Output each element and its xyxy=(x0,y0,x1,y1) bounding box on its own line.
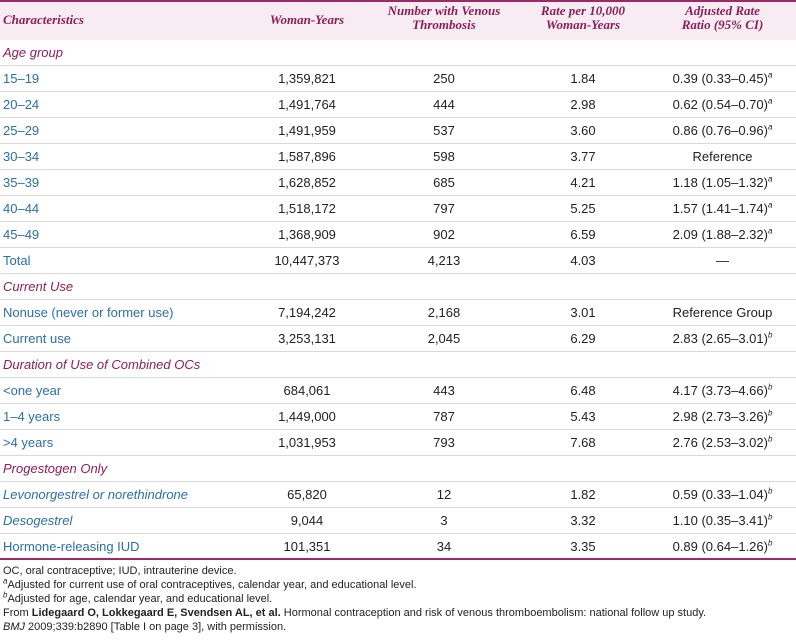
rate-cell xyxy=(520,145,646,169)
row-label-text: Nonuse (never or former use) xyxy=(3,305,174,320)
row-label-text: 30–34 xyxy=(3,149,40,164)
footnote-marker: b xyxy=(767,382,773,392)
rate-ratio-cell xyxy=(652,249,793,273)
table-row xyxy=(0,431,796,456)
rate-cell xyxy=(520,535,646,559)
thrombosis-count-cell xyxy=(374,509,514,533)
rate-cell-text: 3.32 xyxy=(570,513,596,528)
rate-cell xyxy=(520,249,646,273)
thrombosis-count-cell-text: 2,168 xyxy=(427,305,461,320)
row-label xyxy=(3,327,71,351)
thrombosis-count-cell xyxy=(374,301,514,325)
thrombosis-count-cell xyxy=(374,249,514,273)
rate-ratio-cell-text: 0.39 (0.33–0.45) xyxy=(672,71,768,86)
rate-cell-text: 3.77 xyxy=(570,149,596,164)
header-number-line1: Number with Venous xyxy=(387,3,501,18)
table-row xyxy=(0,197,796,222)
woman-years-cell-text: 1,491,764 xyxy=(278,97,336,112)
rate-cell xyxy=(520,509,646,533)
thrombosis-count-cell-text: 4,213 xyxy=(427,253,461,268)
footnote-marker: b xyxy=(767,538,773,548)
rate-cell xyxy=(520,93,646,117)
thrombosis-count-cell xyxy=(374,67,514,91)
woman-years-cell-text: 1,368,909 xyxy=(278,227,336,242)
row-label xyxy=(3,197,39,221)
rate-cell-text: 2.98 xyxy=(570,97,596,112)
woman-years-cell xyxy=(248,93,366,117)
footnote-marker: a xyxy=(767,122,773,132)
footnote-a-mark: a xyxy=(3,576,8,586)
rate-cell xyxy=(520,197,646,221)
row-label-text: 45–49 xyxy=(3,227,40,242)
woman-years-cell xyxy=(248,509,366,533)
rate-cell-text: 1.82 xyxy=(570,487,596,502)
woman-years-cell xyxy=(248,197,366,221)
table-row xyxy=(0,509,796,534)
rate-ratio-cell-text: 0.89 (0.64–1.26) xyxy=(672,539,768,554)
rate-ratio-cell xyxy=(652,327,793,351)
row-label-text: Levonorgestrel or norethindrone xyxy=(3,487,189,502)
section-heading-row xyxy=(0,275,796,300)
thrombosis-count-cell-text: 2,045 xyxy=(427,331,461,346)
thrombosis-count-cell xyxy=(374,327,514,351)
thrombosis-count-cell xyxy=(374,431,514,455)
thrombosis-count-cell-text: 685 xyxy=(433,175,455,190)
thrombosis-count-cell xyxy=(374,223,514,247)
woman-years-cell-text: 1,359,821 xyxy=(278,71,336,86)
footnote-source xyxy=(3,606,793,620)
rate-ratio-cell-text: 1.57 (1.41–1.74) xyxy=(672,201,768,216)
rate-ratio-cell-text: 2.98 (2.73–3.26) xyxy=(672,409,768,424)
rate-cell xyxy=(520,223,646,247)
header-characteristics: Characteristics xyxy=(3,12,84,27)
rate-ratio-cell xyxy=(652,535,793,559)
rate-ratio-cell xyxy=(652,119,793,143)
woman-years-cell xyxy=(248,327,366,351)
thrombosis-count-cell-text: 598 xyxy=(433,149,455,164)
thrombosis-count-cell xyxy=(374,119,514,143)
header-ratio-line2: Ratio (95% CI) xyxy=(681,17,764,32)
woman-years-cell xyxy=(248,301,366,325)
rate-cell-text: 6.29 xyxy=(570,331,596,346)
rate-ratio-cell-text: Reference xyxy=(692,149,753,164)
thrombosis-count-cell xyxy=(374,171,514,195)
rate-ratio-cell-text: 1.18 (1.05–1.32) xyxy=(672,175,768,190)
table-row xyxy=(0,379,796,404)
rate-cell xyxy=(520,405,646,429)
thrombosis-count-cell-text: 443 xyxy=(433,383,455,398)
section-heading: Age group xyxy=(3,45,63,60)
thrombosis-count-cell xyxy=(374,535,514,559)
woman-years-cell-text: 1,628,852 xyxy=(278,175,336,190)
row-label xyxy=(3,93,39,117)
table-row xyxy=(0,93,796,118)
thrombosis-count-cell xyxy=(374,379,514,403)
thrombosis-count-cell xyxy=(374,405,514,429)
footnote-marker: a xyxy=(767,226,773,236)
rate-ratio-cell xyxy=(652,223,793,247)
rate-ratio-cell xyxy=(652,93,793,117)
row-label-text: Hormone-releasing IUD xyxy=(3,539,140,554)
table-row xyxy=(0,405,796,430)
rate-cell-text: 3.01 xyxy=(570,305,596,320)
header-woman-years: Woman-Years xyxy=(269,12,345,27)
row-label-text: 1–4 years xyxy=(3,409,61,424)
table-row xyxy=(0,145,796,170)
footnote-marker: b xyxy=(767,512,773,522)
source-title: Hormonal contraception and risk of venous thromboembolism: national follow up study. xyxy=(280,607,707,619)
rate-ratio-cell-text: 1.10 (0.35–3.41) xyxy=(672,513,768,528)
rate-ratio-cell-text: 2.83 (2.65–3.01) xyxy=(672,331,768,346)
table-footnotes xyxy=(3,564,793,634)
row-label xyxy=(3,379,61,403)
row-label xyxy=(3,535,140,559)
source-journal: BMJ xyxy=(3,621,25,633)
row-label xyxy=(3,509,72,533)
woman-years-cell xyxy=(248,249,366,273)
thrombosis-count-cell xyxy=(374,483,514,507)
footnote-b xyxy=(3,592,793,606)
header-rate xyxy=(520,4,646,32)
row-label xyxy=(3,431,53,455)
woman-years-cell xyxy=(248,119,366,143)
row-label-text: 20–24 xyxy=(3,97,40,112)
woman-years-cell-text: 10,447,373 xyxy=(274,253,340,268)
rate-cell xyxy=(520,67,646,91)
header-rate-line2: Woman-Years xyxy=(545,17,621,32)
table-row xyxy=(0,483,796,508)
rate-cell xyxy=(520,483,646,507)
footnote-b-mark: b xyxy=(3,590,8,600)
footnote-b-text: Adjusted for age, calendar year, and educational level. xyxy=(7,593,273,605)
rate-cell-text: 5.25 xyxy=(570,201,596,216)
woman-years-cell xyxy=(248,379,366,403)
row-label-text: Desogestrel xyxy=(3,513,73,528)
table-row xyxy=(0,301,796,326)
section-heading-row xyxy=(0,457,796,482)
table-row xyxy=(0,249,796,274)
rate-ratio-cell-text: 0.62 (0.54–0.70) xyxy=(672,97,768,112)
footnote-marker: b xyxy=(767,408,773,418)
section-heading-row xyxy=(0,353,796,378)
rate-cell-text: 1.84 xyxy=(570,71,596,86)
thrombosis-count-cell-text: 787 xyxy=(433,409,455,424)
source-prefix: From xyxy=(3,607,32,619)
thrombosis-count-cell-text: 250 xyxy=(433,71,455,86)
rate-cell-text: 3.35 xyxy=(570,539,596,554)
woman-years-cell-text: 1,449,000 xyxy=(278,409,336,424)
footnote-marker: b xyxy=(767,434,773,444)
rate-cell-text: 7.68 xyxy=(570,435,596,450)
woman-years-cell xyxy=(248,67,366,91)
row-label xyxy=(3,483,188,507)
row-label-text: Current use xyxy=(3,331,71,346)
rate-ratio-cell xyxy=(652,509,793,533)
header-ratio-line1: Adjusted Rate xyxy=(685,3,760,18)
rate-cell xyxy=(520,301,646,325)
section-heading: Current Use xyxy=(3,279,74,294)
woman-years-cell-text: 7,194,242 xyxy=(278,305,336,320)
footnote-a xyxy=(3,578,793,592)
woman-years-cell-text: 1,491,959 xyxy=(278,123,336,138)
rate-ratio-cell-text: — xyxy=(716,253,729,268)
footnote-marker: a xyxy=(767,70,773,80)
rate-ratio-cell-text: 0.59 (0.33–1.04) xyxy=(672,487,768,502)
footnote-citation xyxy=(3,620,793,634)
row-label xyxy=(3,405,60,429)
thrombosis-count-cell-text: 12 xyxy=(436,487,452,502)
rate-cell-text: 3.60 xyxy=(570,123,596,138)
row-label xyxy=(3,67,39,91)
woman-years-cell-text: 1,587,896 xyxy=(278,149,336,164)
rate-cell xyxy=(520,431,646,455)
rate-ratio-cell-text: 4.17 (3.73–4.66) xyxy=(672,383,768,398)
rate-ratio-cell xyxy=(652,145,793,169)
rate-ratio-cell xyxy=(652,301,793,325)
woman-years-cell xyxy=(248,171,366,195)
row-label xyxy=(3,171,39,195)
rate-ratio-cell xyxy=(652,483,793,507)
woman-years-cell-text: 9,044 xyxy=(290,513,324,528)
rate-cell xyxy=(520,119,646,143)
footnote-marker: b xyxy=(767,330,773,340)
thrombosis-count-cell xyxy=(374,93,514,117)
woman-years-cell xyxy=(248,223,366,247)
thrombosis-count-cell-text: 34 xyxy=(436,539,452,554)
woman-years-cell xyxy=(248,483,366,507)
rate-ratio-cell-text: 2.09 (1.88–2.32) xyxy=(672,227,768,242)
footnote-a-text: Adjusted for current use of oral contraceptives, calendar year, and educational level. xyxy=(7,579,417,591)
rate-ratio-cell-text: 2.76 (2.53–3.02) xyxy=(672,435,768,450)
header-number-line2: Thrombosis xyxy=(412,17,476,32)
woman-years-cell-text: 65,820 xyxy=(287,487,327,502)
rate-cell xyxy=(520,171,646,195)
footnote-marker: a xyxy=(767,96,773,106)
woman-years-cell xyxy=(248,405,366,429)
row-label-text: <one year xyxy=(3,383,62,398)
rate-cell-text: 6.48 xyxy=(570,383,596,398)
section-heading-row xyxy=(0,41,796,66)
row-label-text: 15–19 xyxy=(3,71,40,86)
header-ratio xyxy=(652,4,793,32)
thrombosis-count-cell-text: 3 xyxy=(440,513,448,528)
row-label-text: 40–44 xyxy=(3,201,40,216)
rate-ratio-cell xyxy=(652,171,793,195)
section-heading: Duration of Use of Combined OCs xyxy=(3,357,201,372)
table-header xyxy=(0,0,796,40)
woman-years-cell-text: 1,031,953 xyxy=(278,435,336,450)
row-label-text: 25–29 xyxy=(3,123,40,138)
table-row xyxy=(0,67,796,92)
thrombosis-count-cell-text: 793 xyxy=(433,435,455,450)
row-label-text: >4 years xyxy=(3,435,54,450)
woman-years-cell xyxy=(248,431,366,455)
rate-ratio-cell xyxy=(652,197,793,221)
row-label-text: 35–39 xyxy=(3,175,40,190)
rate-ratio-cell-text: Reference Group xyxy=(672,305,773,320)
woman-years-cell xyxy=(248,145,366,169)
row-label xyxy=(3,249,30,273)
rate-ratio-cell xyxy=(652,431,793,455)
table-row xyxy=(0,119,796,144)
source-citation: 2009;339:b2890 [Table I on page 3], with permission. xyxy=(25,621,287,633)
footnote-marker: a xyxy=(767,200,773,210)
rate-ratio-cell xyxy=(652,67,793,91)
row-label xyxy=(3,223,39,247)
woman-years-cell-text: 101,351 xyxy=(283,539,331,554)
table-row xyxy=(0,171,796,196)
rate-cell-text: 4.03 xyxy=(570,253,596,268)
table-row xyxy=(0,223,796,248)
footnote-abbreviations: OC, oral contraceptive; IUD, intrauterine device. xyxy=(3,565,237,577)
table-top-rule xyxy=(0,0,796,2)
row-label xyxy=(3,119,39,143)
table-row xyxy=(0,327,796,352)
row-label-text: Total xyxy=(3,253,31,268)
thrombosis-count-cell-text: 444 xyxy=(433,97,455,112)
rate-cell-text: 5.43 xyxy=(570,409,596,424)
section-heading: Progestogen Only xyxy=(3,461,108,476)
rate-cell-text: 6.59 xyxy=(570,227,596,242)
woman-years-cell xyxy=(248,535,366,559)
rate-ratio-cell xyxy=(652,405,793,429)
thrombosis-count-cell-text: 537 xyxy=(433,123,455,138)
rate-cell-text: 4.21 xyxy=(570,175,596,190)
rate-ratio-cell xyxy=(652,379,793,403)
woman-years-cell-text: 3,253,131 xyxy=(278,331,336,346)
rate-cell xyxy=(520,327,646,351)
thrombosis-count-cell xyxy=(374,145,514,169)
thrombosis-count-cell xyxy=(374,197,514,221)
footnote-marker: b xyxy=(767,486,773,496)
rate-ratio-cell-text: 0.86 (0.76–0.96) xyxy=(672,123,768,138)
row-label xyxy=(3,145,39,169)
header-rate-line1: Rate per 10,000 xyxy=(540,3,626,18)
rate-cell xyxy=(520,379,646,403)
table-row xyxy=(0,535,796,560)
header-number xyxy=(374,4,514,32)
table-bottom-rule xyxy=(0,558,796,560)
row-label xyxy=(3,301,174,325)
thrombosis-count-cell-text: 797 xyxy=(433,201,455,216)
source-authors: Lidegaard O, Lokkegaard E, Svendsen AL, et al. xyxy=(31,607,281,619)
footnote-marker: a xyxy=(767,174,773,184)
woman-years-cell-text: 1,518,172 xyxy=(278,201,336,216)
thrombosis-count-cell-text: 902 xyxy=(433,227,455,242)
woman-years-cell-text: 684,061 xyxy=(283,383,331,398)
